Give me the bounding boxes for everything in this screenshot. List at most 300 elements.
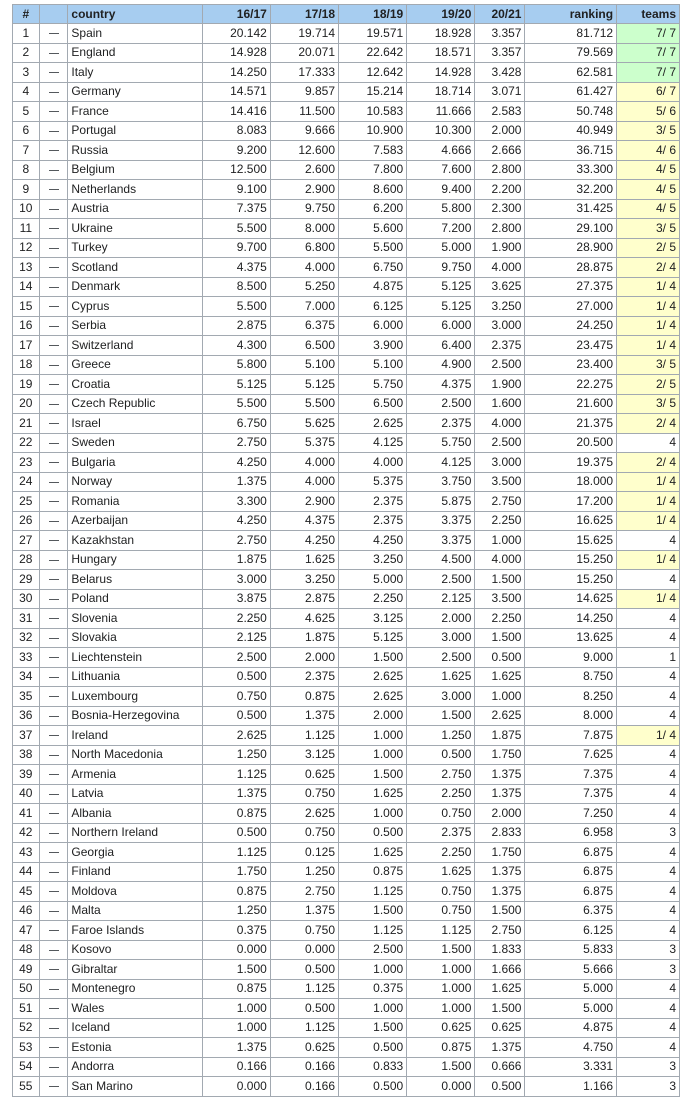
- no-change-dash-icon: [49, 92, 59, 93]
- rank-cell: 24: [13, 472, 40, 492]
- ranking-cell: 24.250: [525, 316, 617, 336]
- ranking-cell: 16.625: [525, 511, 617, 531]
- table-row: [13, 784, 680, 804]
- teams-cell: 1/ 4: [617, 511, 680, 531]
- season-17-18-cell: 2.375: [270, 667, 338, 687]
- ranking-cell: 22.275: [525, 375, 617, 395]
- ranking-cell: 6.375: [525, 901, 617, 921]
- table-row: [13, 492, 680, 512]
- table-row: [13, 141, 680, 161]
- season-18-19-cell: 6.200: [339, 199, 407, 219]
- country-cell: Slovakia: [68, 628, 202, 648]
- table-row: [13, 160, 680, 180]
- header-country[interactable]: country: [68, 5, 202, 24]
- change-cell: [39, 414, 68, 434]
- teams-cell: 1/ 4: [617, 492, 680, 512]
- season-18-19-cell: 1.500: [339, 901, 407, 921]
- ranking-cell: 15.250: [525, 570, 617, 590]
- country-cell: Armenia: [68, 765, 202, 785]
- season-16-17-cell: 9.100: [202, 180, 270, 200]
- season-18-19-cell: 1.000: [339, 804, 407, 824]
- country-cell: Turkey: [68, 238, 202, 258]
- change-cell: [39, 706, 68, 726]
- season-16-17-cell: 9.700: [202, 238, 270, 258]
- ranking-cell: 50.748: [525, 102, 617, 122]
- season-18-19-cell: 2.625: [339, 687, 407, 707]
- table-row: [13, 882, 680, 902]
- change-cell: [39, 901, 68, 921]
- change-cell: [39, 589, 68, 609]
- ranking-cell: 5.666: [525, 960, 617, 980]
- country-cell: Liechtenstein: [68, 648, 202, 668]
- teams-cell: 2/ 4: [617, 453, 680, 473]
- no-change-dash-icon: [49, 579, 59, 580]
- season-19-20-cell: 4.375: [407, 375, 475, 395]
- ranking-cell: 3.331: [525, 1057, 617, 1077]
- season-18-19-cell: 12.642: [339, 63, 407, 83]
- table-row: [13, 843, 680, 863]
- season-19-20-cell: 3.375: [407, 511, 475, 531]
- change-cell: [39, 999, 68, 1019]
- ranking-cell: 15.250: [525, 550, 617, 570]
- season-19-20-cell: 0.875: [407, 1038, 475, 1058]
- season-20-21-cell: 1.000: [475, 531, 525, 551]
- rank-cell: 50: [13, 979, 40, 999]
- header-rank[interactable]: #: [13, 5, 40, 24]
- season-18-19-cell: 1.000: [339, 745, 407, 765]
- season-20-21-cell: 1.375: [475, 1038, 525, 1058]
- season-19-20-cell: 5.000: [407, 238, 475, 258]
- season-18-19-cell: 10.900: [339, 121, 407, 141]
- table-row: [13, 706, 680, 726]
- country-cell: Bulgaria: [68, 453, 202, 473]
- season-20-21-cell: 3.500: [475, 472, 525, 492]
- ranking-cell: 21.375: [525, 414, 617, 434]
- season-16-17-cell: 6.750: [202, 414, 270, 434]
- rank-cell: 15: [13, 297, 40, 317]
- no-change-dash-icon: [49, 755, 59, 756]
- header-teams[interactable]: teams: [617, 5, 680, 24]
- season-19-20-cell: 9.750: [407, 258, 475, 278]
- season-17-18-cell: 2.750: [270, 882, 338, 902]
- rank-cell: 42: [13, 823, 40, 843]
- season-19-20-cell: 1.250: [407, 726, 475, 746]
- season-20-21-cell: 1.625: [475, 667, 525, 687]
- country-cell: Hungary: [68, 550, 202, 570]
- season-17-18-cell: 11.500: [270, 102, 338, 122]
- change-cell: [39, 492, 68, 512]
- season-16-17-cell: 0.500: [202, 667, 270, 687]
- season-19-20-cell: 2.375: [407, 823, 475, 843]
- no-change-dash-icon: [49, 833, 59, 834]
- season-20-21-cell: 2.583: [475, 102, 525, 122]
- season-20-21-cell: 2.000: [475, 121, 525, 141]
- rank-cell: 53: [13, 1038, 40, 1058]
- teams-cell: 6/ 7: [617, 82, 680, 102]
- rank-cell: 52: [13, 1018, 40, 1038]
- season-19-20-cell: 2.125: [407, 589, 475, 609]
- season-20-21-cell: 3.500: [475, 589, 525, 609]
- change-cell: [39, 277, 68, 297]
- season-18-19-cell: 2.625: [339, 414, 407, 434]
- rank-cell: 4: [13, 82, 40, 102]
- country-cell: Scotland: [68, 258, 202, 278]
- no-change-dash-icon: [49, 911, 59, 912]
- season-20-21-cell: 1.625: [475, 979, 525, 999]
- season-18-19-cell: 5.125: [339, 628, 407, 648]
- change-cell: [39, 765, 68, 785]
- ranking-cell: 29.100: [525, 219, 617, 239]
- season-16-17-cell: 4.375: [202, 258, 270, 278]
- ranking-cell: 14.625: [525, 589, 617, 609]
- teams-cell: 4: [617, 687, 680, 707]
- table-row: [13, 277, 680, 297]
- no-change-dash-icon: [49, 1008, 59, 1009]
- no-change-dash-icon: [49, 638, 59, 639]
- season-19-20-cell: 3.000: [407, 687, 475, 707]
- header-ranking[interactable]: ranking: [525, 5, 617, 24]
- no-change-dash-icon: [49, 482, 59, 483]
- season-20-21-cell: 0.500: [475, 1077, 525, 1097]
- season-20-21-cell: 0.625: [475, 1018, 525, 1038]
- season-20-21-cell: 1.900: [475, 375, 525, 395]
- teams-cell: 4: [617, 804, 680, 824]
- header-season-17-18[interactable]: 17/18: [270, 5, 338, 24]
- season-18-19-cell: 8.600: [339, 180, 407, 200]
- rank-cell: 27: [13, 531, 40, 551]
- season-16-17-cell: 0.875: [202, 979, 270, 999]
- season-16-17-cell: 1.125: [202, 765, 270, 785]
- season-19-20-cell: 1.125: [407, 921, 475, 941]
- season-18-19-cell: 0.833: [339, 1057, 407, 1077]
- season-16-17-cell: 8.500: [202, 277, 270, 297]
- season-17-18-cell: 2.625: [270, 804, 338, 824]
- ranking-cell: 5.000: [525, 999, 617, 1019]
- teams-cell: 3/ 5: [617, 355, 680, 375]
- teams-cell: 4: [617, 901, 680, 921]
- country-cell: Croatia: [68, 375, 202, 395]
- rank-cell: 6: [13, 121, 40, 141]
- rank-cell: 21: [13, 414, 40, 434]
- teams-cell: 1/ 4: [617, 726, 680, 746]
- season-17-18-cell: 0.875: [270, 687, 338, 707]
- season-17-18-cell: 9.750: [270, 199, 338, 219]
- season-19-20-cell: 0.750: [407, 901, 475, 921]
- season-18-19-cell: 2.000: [339, 706, 407, 726]
- no-change-dash-icon: [49, 131, 59, 132]
- season-18-19-cell: 0.500: [339, 1038, 407, 1058]
- ranking-cell: 23.400: [525, 355, 617, 375]
- season-20-21-cell: 3.071: [475, 82, 525, 102]
- change-cell: [39, 82, 68, 102]
- table-row: [13, 199, 680, 219]
- teams-cell: 4: [617, 706, 680, 726]
- season-17-18-cell: 0.166: [270, 1057, 338, 1077]
- season-16-17-cell: 3.000: [202, 570, 270, 590]
- country-cell: Latvia: [68, 784, 202, 804]
- season-17-18-cell: 1.125: [270, 979, 338, 999]
- teams-cell: 1/ 4: [617, 336, 680, 356]
- header-season-20-21[interactable]: 20/21: [475, 5, 525, 24]
- rank-cell: 7: [13, 141, 40, 161]
- season-20-21-cell: 2.250: [475, 511, 525, 531]
- season-17-18-cell: 3.250: [270, 570, 338, 590]
- season-16-17-cell: 7.375: [202, 199, 270, 219]
- change-cell: [39, 316, 68, 336]
- season-17-18-cell: 20.071: [270, 43, 338, 63]
- country-cell: Finland: [68, 862, 202, 882]
- teams-cell: 1/ 4: [617, 277, 680, 297]
- ranking-cell: 36.715: [525, 141, 617, 161]
- season-16-17-cell: 0.500: [202, 706, 270, 726]
- country-cell: Estonia: [68, 1038, 202, 1058]
- table-row: [13, 609, 680, 629]
- country-cell: France: [68, 102, 202, 122]
- season-16-17-cell: 0.375: [202, 921, 270, 941]
- ranking-cell: 6.875: [525, 882, 617, 902]
- season-19-20-cell: 1.000: [407, 999, 475, 1019]
- rank-cell: 43: [13, 843, 40, 863]
- ranking-cell: 6.125: [525, 921, 617, 941]
- season-20-21-cell: 3.357: [475, 24, 525, 44]
- table-row: [13, 960, 680, 980]
- ranking-cell: 7.375: [525, 765, 617, 785]
- teams-cell: 3: [617, 823, 680, 843]
- season-20-21-cell: 1.750: [475, 843, 525, 863]
- table-row: [13, 687, 680, 707]
- no-change-dash-icon: [49, 852, 59, 853]
- season-19-20-cell: 2.000: [407, 609, 475, 629]
- teams-cell: 2/ 4: [617, 414, 680, 434]
- change-cell: [39, 180, 68, 200]
- season-17-18-cell: 1.875: [270, 628, 338, 648]
- change-cell: [39, 862, 68, 882]
- change-cell: [39, 550, 68, 570]
- change-cell: [39, 375, 68, 395]
- change-cell: [39, 141, 68, 161]
- season-17-18-cell: 5.625: [270, 414, 338, 434]
- season-19-20-cell: 5.750: [407, 433, 475, 453]
- no-change-dash-icon: [49, 1028, 59, 1029]
- no-change-dash-icon: [49, 53, 59, 54]
- rank-cell: 35: [13, 687, 40, 707]
- teams-cell: 1/ 4: [617, 589, 680, 609]
- season-20-21-cell: 2.500: [475, 433, 525, 453]
- season-17-18-cell: 1.250: [270, 862, 338, 882]
- change-cell: [39, 394, 68, 414]
- season-19-20-cell: 11.666: [407, 102, 475, 122]
- table-row: [13, 82, 680, 102]
- season-20-21-cell: 1.500: [475, 901, 525, 921]
- season-16-17-cell: 1.375: [202, 1038, 270, 1058]
- change-cell: [39, 160, 68, 180]
- season-20-21-cell: 2.750: [475, 921, 525, 941]
- season-17-18-cell: 3.125: [270, 745, 338, 765]
- country-cell: Slovenia: [68, 609, 202, 629]
- teams-cell: 5/ 6: [617, 102, 680, 122]
- season-18-19-cell: 3.900: [339, 336, 407, 356]
- season-19-20-cell: 4.900: [407, 355, 475, 375]
- table-row: [13, 570, 680, 590]
- season-20-21-cell: 2.625: [475, 706, 525, 726]
- country-cell: Belarus: [68, 570, 202, 590]
- season-16-17-cell: 9.200: [202, 141, 270, 161]
- country-cell: Kosovo: [68, 940, 202, 960]
- ranking-cell: 15.625: [525, 531, 617, 551]
- table-row: [13, 433, 680, 453]
- no-change-dash-icon: [49, 969, 59, 970]
- change-cell: [39, 979, 68, 999]
- table-row: [13, 648, 680, 668]
- table-row: [13, 102, 680, 122]
- table-row: [13, 921, 680, 941]
- season-16-17-cell: 5.500: [202, 219, 270, 239]
- season-19-20-cell: 0.500: [407, 745, 475, 765]
- teams-cell: 4: [617, 667, 680, 687]
- rank-cell: 55: [13, 1077, 40, 1097]
- table-row: [13, 43, 680, 63]
- no-change-dash-icon: [49, 306, 59, 307]
- season-19-20-cell: 18.571: [407, 43, 475, 63]
- rank-cell: 19: [13, 375, 40, 395]
- no-change-dash-icon: [49, 774, 59, 775]
- season-19-20-cell: 10.300: [407, 121, 475, 141]
- header-season-18-19[interactable]: 18/19: [339, 5, 407, 24]
- season-19-20-cell: 2.375: [407, 414, 475, 434]
- season-18-19-cell: 1.000: [339, 999, 407, 1019]
- teams-cell: 1: [617, 648, 680, 668]
- season-18-19-cell: 22.642: [339, 43, 407, 63]
- season-19-20-cell: 7.200: [407, 219, 475, 239]
- ranking-cell: 7.250: [525, 804, 617, 824]
- season-17-18-cell: 0.125: [270, 843, 338, 863]
- table-row: [13, 316, 680, 336]
- table-row: [13, 258, 680, 278]
- country-cell: Montenegro: [68, 979, 202, 999]
- no-change-dash-icon: [49, 1047, 59, 1048]
- change-cell: [39, 1077, 68, 1097]
- season-19-20-cell: 4.125: [407, 453, 475, 473]
- rank-cell: 16: [13, 316, 40, 336]
- no-change-dash-icon: [49, 345, 59, 346]
- season-20-21-cell: 1.666: [475, 960, 525, 980]
- season-16-17-cell: 1.375: [202, 784, 270, 804]
- season-16-17-cell: 3.300: [202, 492, 270, 512]
- ranking-cell: 7.625: [525, 745, 617, 765]
- teams-cell: 4: [617, 1038, 680, 1058]
- change-cell: [39, 472, 68, 492]
- season-18-19-cell: 1.500: [339, 1018, 407, 1038]
- season-20-21-cell: 3.000: [475, 453, 525, 473]
- header-change: [39, 5, 68, 24]
- teams-cell: 4/ 6: [617, 141, 680, 161]
- season-20-21-cell: 1.833: [475, 940, 525, 960]
- teams-cell: 3/ 5: [617, 219, 680, 239]
- teams-cell: 4: [617, 1018, 680, 1038]
- season-16-17-cell: 1.750: [202, 862, 270, 882]
- rank-cell: 2: [13, 43, 40, 63]
- season-17-18-cell: 2.000: [270, 648, 338, 668]
- country-cell: Kazakhstan: [68, 531, 202, 551]
- season-19-20-cell: 1.000: [407, 979, 475, 999]
- season-18-19-cell: 6.125: [339, 297, 407, 317]
- season-16-17-cell: 4.250: [202, 453, 270, 473]
- change-cell: [39, 648, 68, 668]
- season-17-18-cell: 0.625: [270, 765, 338, 785]
- season-20-21-cell: 1.875: [475, 726, 525, 746]
- country-cell: Azerbaijan: [68, 511, 202, 531]
- season-16-17-cell: 5.500: [202, 297, 270, 317]
- change-cell: [39, 219, 68, 239]
- table-row: [13, 297, 680, 317]
- header-season-19-20[interactable]: 19/20: [407, 5, 475, 24]
- season-16-17-cell: 14.416: [202, 102, 270, 122]
- season-19-20-cell: 1.500: [407, 706, 475, 726]
- season-18-19-cell: 0.500: [339, 823, 407, 843]
- table-row: [13, 550, 680, 570]
- ranking-cell: 21.600: [525, 394, 617, 414]
- no-change-dash-icon: [49, 735, 59, 736]
- country-cell: Italy: [68, 63, 202, 83]
- country-cell: Serbia: [68, 316, 202, 336]
- season-17-18-cell: 0.750: [270, 823, 338, 843]
- teams-cell: 7/ 7: [617, 24, 680, 44]
- teams-cell: 1/ 4: [617, 297, 680, 317]
- season-17-18-cell: 6.800: [270, 238, 338, 258]
- season-20-21-cell: 3.357: [475, 43, 525, 63]
- rank-cell: 46: [13, 901, 40, 921]
- country-cell: Greece: [68, 355, 202, 375]
- season-19-20-cell: 0.625: [407, 1018, 475, 1038]
- ranking-cell: 1.166: [525, 1077, 617, 1097]
- season-17-18-cell: 12.600: [270, 141, 338, 161]
- header-season-16-17[interactable]: 16/17: [202, 5, 270, 24]
- ranking-cell: 4.750: [525, 1038, 617, 1058]
- no-change-dash-icon: [49, 813, 59, 814]
- ranking-cell: 17.200: [525, 492, 617, 512]
- change-cell: [39, 199, 68, 219]
- change-cell: [39, 667, 68, 687]
- change-cell: [39, 121, 68, 141]
- season-18-19-cell: 19.571: [339, 24, 407, 44]
- teams-cell: 4/ 5: [617, 180, 680, 200]
- season-20-21-cell: 2.200: [475, 180, 525, 200]
- no-change-dash-icon: [49, 326, 59, 327]
- table-row: [13, 1018, 680, 1038]
- rank-cell: 31: [13, 609, 40, 629]
- rank-cell: 11: [13, 219, 40, 239]
- season-20-21-cell: 3.250: [475, 297, 525, 317]
- season-20-21-cell: 2.833: [475, 823, 525, 843]
- change-cell: [39, 355, 68, 375]
- teams-cell: 3/ 5: [617, 394, 680, 414]
- season-17-18-cell: 1.125: [270, 1018, 338, 1038]
- season-17-18-cell: 1.375: [270, 706, 338, 726]
- season-16-17-cell: 2.250: [202, 609, 270, 629]
- season-19-20-cell: 1.625: [407, 862, 475, 882]
- table-row: [13, 375, 680, 395]
- rank-cell: 54: [13, 1057, 40, 1077]
- season-20-21-cell: 1.600: [475, 394, 525, 414]
- change-cell: [39, 102, 68, 122]
- ranking-cell: 33.300: [525, 160, 617, 180]
- season-18-19-cell: 5.600: [339, 219, 407, 239]
- country-cell: Georgia: [68, 843, 202, 863]
- table-row: [13, 511, 680, 531]
- teams-cell: 3: [617, 1057, 680, 1077]
- rank-cell: 44: [13, 862, 40, 882]
- rank-cell: 29: [13, 570, 40, 590]
